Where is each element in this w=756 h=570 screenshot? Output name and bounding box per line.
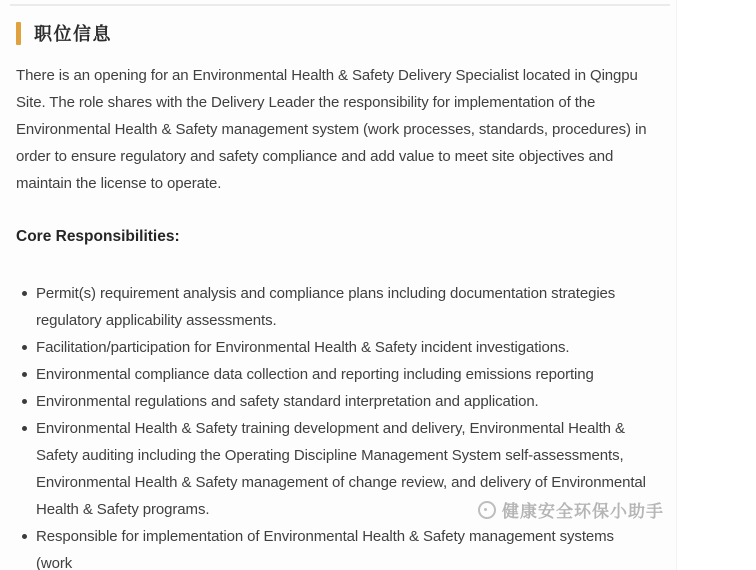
list-item <box>16 415 654 523</box>
responsibilities-list <box>16 280 654 570</box>
list-item <box>16 280 654 334</box>
watermark-text: 健康安全环保小助手 <box>502 502 664 521</box>
bullet-icon <box>22 291 27 296</box>
list-item <box>16 523 654 570</box>
list-item-text: Environmental compliance data collection and reporting including emissions reporting <box>36 366 594 383</box>
accent-bar-icon <box>16 22 21 45</box>
bullet-icon <box>22 534 27 539</box>
list-item-text: Environmental Health & Safety training development and delivery, Environmental Health & Safety auditing including the Operating Discipline Management System self-assessments, Environmental Health & Safety management of change review, and delivery of Environmental Health & Safety programs. <box>36 420 646 518</box>
list-item-text: Permit(s) requirement analysis and compliance plans including documentation strategies regulatory applicability assessments. <box>36 285 616 329</box>
top-divider <box>10 4 670 6</box>
job-intro-paragraph: There is an opening for an Environmental Health & Safety Delivery Specialist located in Qingpu Site. The role shares with the Delivery Leader the responsibility for implementation of the Environmental Health & Safety management system (work processes, standards, procedures) in order to ensure regulatory and safety compliance and add value to meet site objectives and maintain the license to operate. <box>16 67 647 192</box>
bullet-icon <box>22 345 27 350</box>
bullet-icon <box>22 399 27 404</box>
list-item-text: Responsible for implementation of Environmental Health & Safety management systems (work <box>36 528 614 570</box>
list-item <box>16 361 654 388</box>
section-header <box>16 20 112 46</box>
bullet-icon <box>22 426 27 431</box>
section-title: 职位信息 <box>34 24 112 44</box>
core-responsibilities-heading: Core Responsibilities: <box>16 228 180 245</box>
list-item-text: Facilitation/participation for Environmental Health & Safety incident investigations. <box>36 339 570 356</box>
list-item <box>16 388 654 415</box>
bullet-icon <box>22 372 27 377</box>
list-item <box>16 334 654 361</box>
list-item-text: Environmental regulations and safety standard interpretation and application. <box>36 393 539 410</box>
